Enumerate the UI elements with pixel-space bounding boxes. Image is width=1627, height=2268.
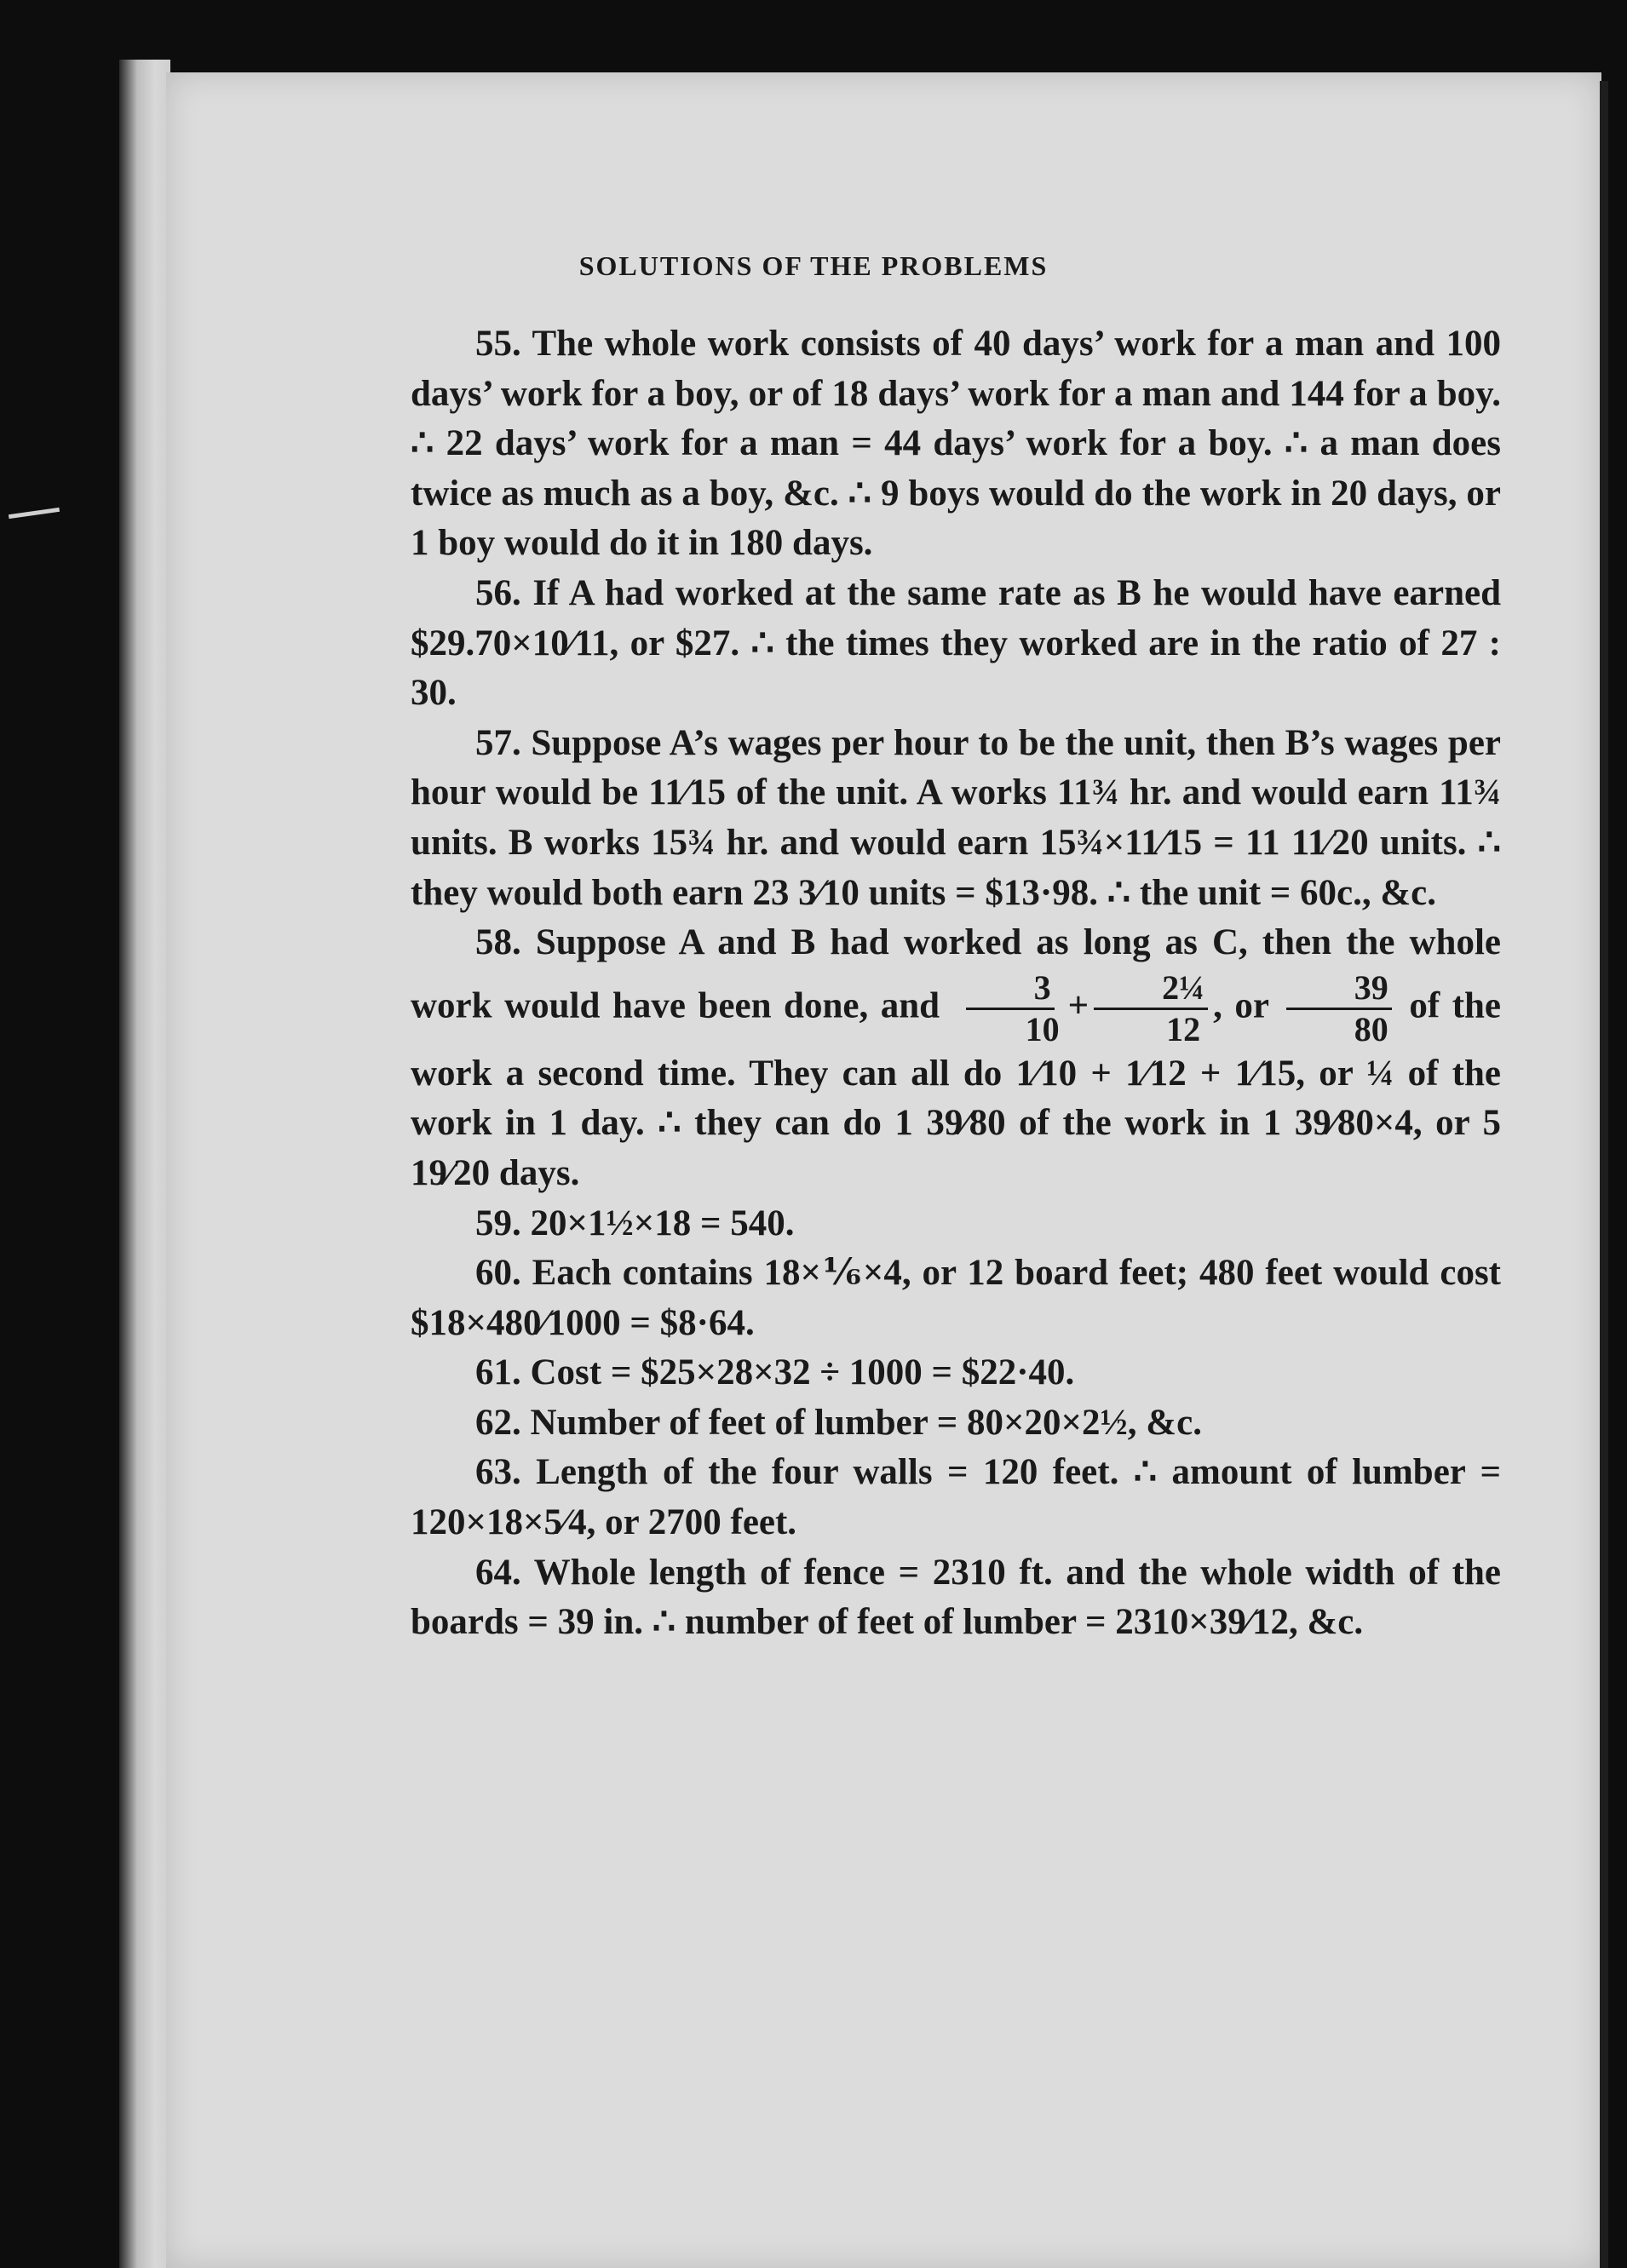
solution-text: The whole work consists of 40 days’ work for a man and 100 days’ work for a boy, or of 18 days’ work for a man and 144 for a boy. ∴ 22 days’ work for a man = 44 days’ work for a boy. ∴ a man does twice as much as a boy, &c. ∴ 9 boys would do the work in 20 days, or 1 boy would do it in 180 days. xyxy=(411,324,1501,564)
solution-number: 56. xyxy=(475,572,521,613)
solution-64 xyxy=(411,1548,1501,1648)
denominator: 12 xyxy=(1166,1009,1201,1048)
fraction-2q-12 xyxy=(1094,968,1208,1049)
solution-63 xyxy=(411,1448,1501,1547)
denominator: 80 xyxy=(1354,1009,1388,1048)
numerator: 2¼ xyxy=(1094,968,1208,1010)
solution-62 xyxy=(411,1398,1501,1449)
solution-text: 20×1½×18 = 540. xyxy=(530,1203,795,1243)
solution-number: 60. xyxy=(475,1253,521,1294)
solution-number: 64. xyxy=(475,1552,521,1593)
fraction-39-80 xyxy=(1286,968,1392,1049)
solution-text: Whole length of fence = 2310 ft. and the whole width of the boards = 39 in. ∴ number of feet of lumber = 2310×39⁄12, &c. xyxy=(411,1552,1501,1643)
solution-text: of the work a second time. They can all do 1⁄10 + 1⁄12 + 1⁄15, or ¼ of the work in 1 day. ∴ they can do 1 39⁄80 of the work in 1 39⁄80×4, or 5 19⁄20 days. xyxy=(411,985,1502,1193)
solution-text: Suppose A and B had worked as long as C, then the whole work would have been done, and xyxy=(411,922,1501,1026)
solution-number: 61. xyxy=(475,1352,521,1393)
solution-text: Number of feet of lumber = 80×20×2½, &c. xyxy=(530,1402,1202,1443)
solution-56 xyxy=(411,569,1501,719)
solution-text: Suppose A’s wages per hour to be the unit, then B’s wages per hour would be 11⁄15 of the unit. A works 11¾ hr. and would earn 11¾ units. B works 15¾ hr. and would earn 15¾×11⁄15 = 11 11⁄20 units. ∴ they would both earn 23 3⁄10 units = $13·98. ∴ the unit = 60c., &c. xyxy=(411,722,1502,913)
solution-number: 57. xyxy=(475,722,521,763)
solution-text: Cost = $25×28×32 ÷ 1000 = $22·40. xyxy=(530,1352,1075,1393)
solution-number: 59. xyxy=(475,1203,521,1243)
solution-number: 58. xyxy=(475,922,521,963)
solution-text: Length of the four walls = 120 feet. ∴ amount of lumber = 120×18×5⁄4, or 2700 feet. xyxy=(411,1452,1501,1543)
or-text: , or xyxy=(1213,985,1269,1026)
fraction-3-10 xyxy=(957,968,1063,1049)
solution-60 xyxy=(411,1249,1501,1348)
numerator: 39 xyxy=(1286,968,1392,1010)
solution-text: Each contains 18×⅙×4, or 12 board feet; 480 feet would cost $18×480⁄1000 = $8·64. xyxy=(411,1253,1501,1343)
page-right-edge xyxy=(1600,81,1608,2268)
denominator: 10 xyxy=(1025,1009,1060,1048)
running-head: SOLUTIONS OF THE PROBLEMS xyxy=(578,250,1049,281)
plus-sign: + xyxy=(1067,985,1089,1026)
solution-61 xyxy=(411,1348,1501,1398)
solutions-text xyxy=(411,319,1501,1648)
solution-number: 62. xyxy=(475,1402,521,1443)
solution-number: 55. xyxy=(475,324,521,364)
solution-55 xyxy=(411,319,1501,569)
solution-57 xyxy=(411,719,1501,918)
solution-text: If A had worked at the same rate as B he would have earned $29.70×10⁄11, or $27. ∴ the times they worked are in the ratio of 27 : 30. xyxy=(411,572,1502,714)
numerator: 3 xyxy=(966,968,1055,1010)
solution-59 xyxy=(411,1199,1501,1249)
solution-number: 63. xyxy=(475,1452,521,1493)
solution-58 xyxy=(411,918,1501,1198)
page-spine-edge xyxy=(119,60,170,2268)
